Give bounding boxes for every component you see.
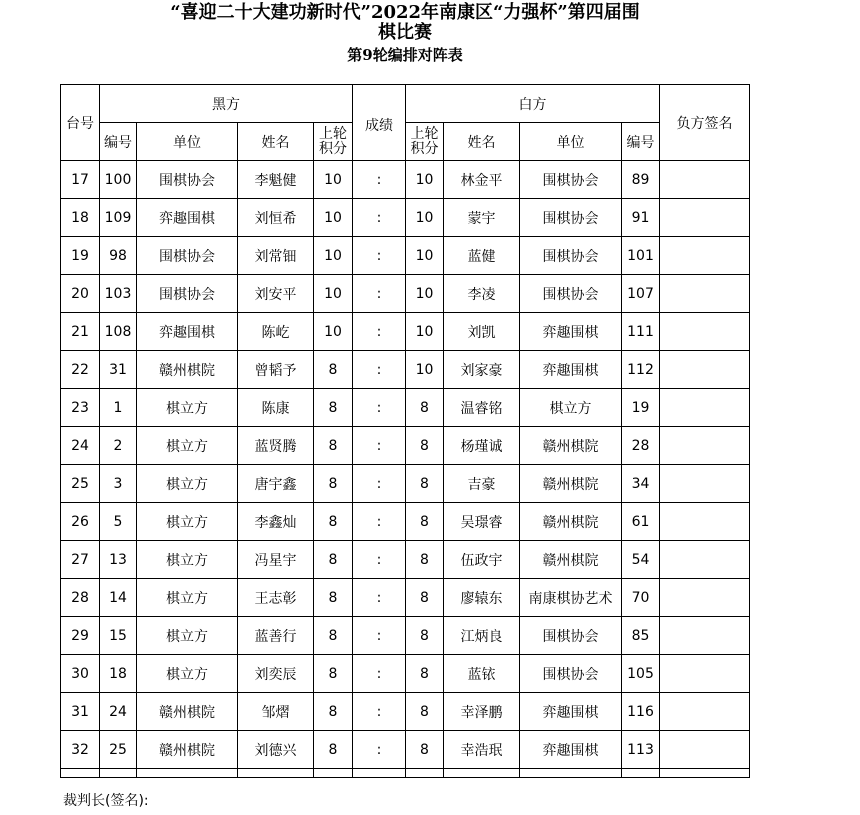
- white-id-cell: 70: [622, 579, 660, 617]
- result-cell[interactable]: :: [353, 389, 406, 427]
- white-id-cell: 107: [622, 275, 660, 313]
- black-id-cell: 100: [100, 161, 137, 199]
- loser-sign-cell[interactable]: [660, 351, 750, 389]
- loser-sign-cell[interactable]: [660, 237, 750, 275]
- black-unit-cell: 棋立方: [137, 503, 238, 541]
- black-id-cell: 1: [100, 389, 137, 427]
- white-prev-score-cell: 8: [406, 579, 444, 617]
- white-name-cell: 廖辕东: [444, 579, 520, 617]
- table-no-cell: 27: [61, 541, 100, 579]
- table-row: [61, 161, 750, 199]
- header-row-2: [61, 123, 750, 161]
- table-row: [61, 313, 750, 351]
- header-white-unit: 单位: [520, 123, 622, 161]
- white-prev-score-cell: 10: [406, 161, 444, 199]
- loser-sign-cell[interactable]: [660, 541, 750, 579]
- black-unit-cell: 棋立方: [137, 541, 238, 579]
- white-unit-cell: 赣州棋院: [520, 427, 622, 465]
- table-row: [61, 579, 750, 617]
- pairing-table: [60, 84, 750, 778]
- black-name-cell: 刘常钿: [238, 237, 314, 275]
- loser-sign-cell[interactable]: [660, 693, 750, 731]
- white-unit-cell: 赣州棋院: [520, 465, 622, 503]
- header-table-no: 台号: [61, 85, 100, 161]
- black-id-cell: 109: [100, 199, 137, 237]
- page-subtitle: 第9轮编排对阵表: [347, 46, 463, 64]
- table-row: [61, 693, 750, 731]
- empty-cell: [238, 769, 314, 778]
- result-cell[interactable]: :: [353, 541, 406, 579]
- header-white-id: 编号: [622, 123, 660, 161]
- loser-sign-cell[interactable]: [660, 655, 750, 693]
- empty-cell: [406, 769, 444, 778]
- table-row: [61, 275, 750, 313]
- loser-sign-cell[interactable]: [660, 161, 750, 199]
- black-id-cell: 18: [100, 655, 137, 693]
- black-id-cell: 13: [100, 541, 137, 579]
- table-no-cell: 32: [61, 731, 100, 769]
- loser-sign-cell[interactable]: [660, 199, 750, 237]
- white-unit-cell: 围棋协会: [520, 199, 622, 237]
- table-row: [61, 199, 750, 237]
- table-no-cell: 24: [61, 427, 100, 465]
- loser-sign-cell[interactable]: [660, 275, 750, 313]
- white-name-cell: 江炳良: [444, 617, 520, 655]
- black-prev-score-cell: 8: [314, 465, 353, 503]
- result-cell[interactable]: :: [353, 579, 406, 617]
- white-prev-score-cell: 10: [406, 199, 444, 237]
- black-id-cell: 103: [100, 275, 137, 313]
- black-prev-score-cell: 10: [314, 161, 353, 199]
- black-prev-score-cell: 10: [314, 275, 353, 313]
- white-name-cell: 刘凯: [444, 313, 520, 351]
- black-name-cell: 冯星宇: [238, 541, 314, 579]
- black-prev-score-cell: 8: [314, 579, 353, 617]
- white-prev-score-cell: 8: [406, 617, 444, 655]
- header-black-id: 编号: [100, 123, 137, 161]
- white-id-cell: 116: [622, 693, 660, 731]
- header-black-prev-score: 上轮积分: [314, 123, 353, 161]
- empty-cell: [137, 769, 238, 778]
- table-no-cell: 17: [61, 161, 100, 199]
- black-id-cell: 14: [100, 579, 137, 617]
- black-name-cell: 刘恒希: [238, 199, 314, 237]
- white-unit-cell: 弈趣围棋: [520, 693, 622, 731]
- black-name-cell: 陈屹: [238, 313, 314, 351]
- header-black-unit: 单位: [137, 123, 238, 161]
- white-id-cell: 61: [622, 503, 660, 541]
- result-cell[interactable]: :: [353, 313, 406, 351]
- table-row: [61, 617, 750, 655]
- white-name-cell: 蓝健: [444, 237, 520, 275]
- table-no-cell: 21: [61, 313, 100, 351]
- black-unit-cell: 赣州棋院: [137, 351, 238, 389]
- white-unit-cell: 南康棋协艺术: [520, 579, 622, 617]
- black-name-cell: 陈康: [238, 389, 314, 427]
- white-name-cell: 伍政宇: [444, 541, 520, 579]
- black-unit-cell: 弈趣围棋: [137, 313, 238, 351]
- white-prev-score-cell: 8: [406, 389, 444, 427]
- white-unit-cell: 围棋协会: [520, 237, 622, 275]
- white-name-cell: 林金平: [444, 161, 520, 199]
- black-prev-score-cell: 10: [314, 199, 353, 237]
- black-prev-score-cell: 8: [314, 693, 353, 731]
- result-cell[interactable]: :: [353, 427, 406, 465]
- loser-sign-cell[interactable]: [660, 427, 750, 465]
- table-row: [61, 655, 750, 693]
- white-id-cell: 34: [622, 465, 660, 503]
- table-no-cell: 22: [61, 351, 100, 389]
- white-unit-cell: 棋立方: [520, 389, 622, 427]
- white-name-cell: 蒙宇: [444, 199, 520, 237]
- white-unit-cell: 围棋协会: [520, 275, 622, 313]
- white-prev-score-cell: 8: [406, 541, 444, 579]
- header-row-1: [61, 85, 750, 123]
- black-unit-cell: 围棋协会: [137, 161, 238, 199]
- black-prev-score-cell: 8: [314, 351, 353, 389]
- white-unit-cell: 赣州棋院: [520, 503, 622, 541]
- white-id-cell: 91: [622, 199, 660, 237]
- black-unit-cell: 围棋协会: [137, 275, 238, 313]
- black-unit-cell: 围棋协会: [137, 237, 238, 275]
- result-cell[interactable]: :: [353, 237, 406, 275]
- result-cell[interactable]: :: [353, 275, 406, 313]
- black-unit-cell: 棋立方: [137, 617, 238, 655]
- white-unit-cell: 赣州棋院: [520, 541, 622, 579]
- loser-sign-cell[interactable]: [660, 731, 750, 769]
- table-no-cell: 29: [61, 617, 100, 655]
- table-no-cell: 26: [61, 503, 100, 541]
- black-prev-score-cell: 8: [314, 617, 353, 655]
- white-unit-cell: 围棋协会: [520, 655, 622, 693]
- black-name-cell: 邹熠: [238, 693, 314, 731]
- loser-sign-cell[interactable]: [660, 465, 750, 503]
- table-row: [61, 427, 750, 465]
- white-prev-score-cell: 8: [406, 693, 444, 731]
- white-name-cell: 李凌: [444, 275, 520, 313]
- empty-cell: [61, 769, 100, 778]
- empty-cell: [444, 769, 520, 778]
- result-cell[interactable]: :: [353, 617, 406, 655]
- loser-sign-cell[interactable]: [660, 579, 750, 617]
- white-name-cell: 温睿铭: [444, 389, 520, 427]
- table-no-cell: 20: [61, 275, 100, 313]
- white-name-cell: 刘家豪: [444, 351, 520, 389]
- white-id-cell: 19: [622, 389, 660, 427]
- header-result: 成绩: [353, 85, 406, 161]
- black-name-cell: 曾韬予: [238, 351, 314, 389]
- black-id-cell: 15: [100, 617, 137, 655]
- white-name-cell: 杨瑾诚: [444, 427, 520, 465]
- white-name-cell: 蓝铱: [444, 655, 520, 693]
- black-name-cell: 李魁健: [238, 161, 314, 199]
- table-row: [61, 389, 750, 427]
- black-id-cell: 5: [100, 503, 137, 541]
- result-cell[interactable]: :: [353, 655, 406, 693]
- result-cell[interactable]: :: [353, 465, 406, 503]
- white-id-cell: 101: [622, 237, 660, 275]
- black-prev-score-cell: 8: [314, 503, 353, 541]
- black-unit-cell: 赣州棋院: [137, 693, 238, 731]
- table-row: [61, 237, 750, 275]
- chief-referee-signature-label: 裁判长(签名):: [63, 793, 149, 809]
- white-unit-cell: 弈趣围棋: [520, 351, 622, 389]
- black-unit-cell: 棋立方: [137, 579, 238, 617]
- loser-sign-cell[interactable]: [660, 617, 750, 655]
- table-no-cell: 30: [61, 655, 100, 693]
- black-name-cell: 刘安平: [238, 275, 314, 313]
- loser-sign-cell[interactable]: [660, 389, 750, 427]
- white-id-cell: 105: [622, 655, 660, 693]
- black-unit-cell: 赣州棋院: [137, 731, 238, 769]
- table-no-cell: 28: [61, 579, 100, 617]
- header-black: 黑方: [100, 85, 353, 123]
- white-unit-cell: 围棋协会: [520, 617, 622, 655]
- black-unit-cell: 棋立方: [137, 655, 238, 693]
- empty-cell: [622, 769, 660, 778]
- page-title: “喜迎二十大建功新时代”2022年南康区“力强杯”第四届围: [170, 2, 640, 23]
- white-name-cell: 吴璟睿: [444, 503, 520, 541]
- result-cell[interactable]: :: [353, 351, 406, 389]
- black-prev-score-cell: 8: [314, 427, 353, 465]
- white-id-cell: 28: [622, 427, 660, 465]
- table-row: [61, 541, 750, 579]
- black-prev-score-cell: 8: [314, 389, 353, 427]
- table-no-cell: 31: [61, 693, 100, 731]
- black-name-cell: 蓝善行: [238, 617, 314, 655]
- table-row: [61, 731, 750, 769]
- black-prev-score-cell: 10: [314, 313, 353, 351]
- table-no-cell: 18: [61, 199, 100, 237]
- white-id-cell: 113: [622, 731, 660, 769]
- white-id-cell: 85: [622, 617, 660, 655]
- black-id-cell: 3: [100, 465, 137, 503]
- white-prev-score-cell: 8: [406, 655, 444, 693]
- black-name-cell: 王志彰: [238, 579, 314, 617]
- white-prev-score-cell: 10: [406, 351, 444, 389]
- black-name-cell: 刘奕辰: [238, 655, 314, 693]
- header-white: 白方: [406, 85, 660, 123]
- white-name-cell: 幸泽鹏: [444, 693, 520, 731]
- black-prev-score-cell: 10: [314, 237, 353, 275]
- black-id-cell: 108: [100, 313, 137, 351]
- black-unit-cell: 棋立方: [137, 427, 238, 465]
- table-row: [61, 503, 750, 541]
- white-unit-cell: 弈趣围棋: [520, 731, 622, 769]
- empty-cell: [314, 769, 353, 778]
- header-black-name: 姓名: [238, 123, 314, 161]
- black-name-cell: 刘德兴: [238, 731, 314, 769]
- white-id-cell: 112: [622, 351, 660, 389]
- white-id-cell: 89: [622, 161, 660, 199]
- black-unit-cell: 弈趣围棋: [137, 199, 238, 237]
- header-loser-sign: 负方签名: [660, 85, 750, 161]
- black-id-cell: 31: [100, 351, 137, 389]
- white-prev-score-cell: 10: [406, 275, 444, 313]
- white-prev-score-cell: 8: [406, 503, 444, 541]
- white-name-cell: 幸浩珉: [444, 731, 520, 769]
- table-no-cell: 25: [61, 465, 100, 503]
- table-row: [61, 465, 750, 503]
- black-name-cell: 唐宇鑫: [238, 465, 314, 503]
- white-prev-score-cell: 8: [406, 731, 444, 769]
- table-tail-row: [61, 769, 750, 778]
- black-unit-cell: 棋立方: [137, 465, 238, 503]
- loser-sign-cell[interactable]: [660, 313, 750, 351]
- page-title-continued: 棋比赛: [378, 22, 432, 43]
- white-prev-score-cell: 10: [406, 237, 444, 275]
- table-no-cell: 19: [61, 237, 100, 275]
- empty-cell: [353, 769, 406, 778]
- white-unit-cell: 弈趣围棋: [520, 313, 622, 351]
- result-cell[interactable]: :: [353, 731, 406, 769]
- black-prev-score-cell: 8: [314, 731, 353, 769]
- white-id-cell: 111: [622, 313, 660, 351]
- black-name-cell: 蓝贤腾: [238, 427, 314, 465]
- table-no-cell: 23: [61, 389, 100, 427]
- white-name-cell: 吉豪: [444, 465, 520, 503]
- white-prev-score-cell: 8: [406, 427, 444, 465]
- result-cell[interactable]: :: [353, 161, 406, 199]
- black-id-cell: 98: [100, 237, 137, 275]
- white-prev-score-cell: 8: [406, 465, 444, 503]
- result-cell[interactable]: :: [353, 199, 406, 237]
- white-id-cell: 54: [622, 541, 660, 579]
- white-unit-cell: 围棋协会: [520, 161, 622, 199]
- white-prev-score-cell: 10: [406, 313, 444, 351]
- result-cell[interactable]: :: [353, 503, 406, 541]
- empty-cell: [100, 769, 137, 778]
- black-name-cell: 李鑫灿: [238, 503, 314, 541]
- header-white-name: 姓名: [444, 123, 520, 161]
- table-row: [61, 351, 750, 389]
- black-unit-cell: 棋立方: [137, 389, 238, 427]
- result-cell[interactable]: :: [353, 693, 406, 731]
- empty-cell: [520, 769, 622, 778]
- black-prev-score-cell: 8: [314, 655, 353, 693]
- header-white-prev-score: 上轮积分: [406, 123, 444, 161]
- black-id-cell: 25: [100, 731, 137, 769]
- black-id-cell: 2: [100, 427, 137, 465]
- empty-cell: [660, 769, 750, 778]
- loser-sign-cell[interactable]: [660, 503, 750, 541]
- black-prev-score-cell: 8: [314, 541, 353, 579]
- black-id-cell: 24: [100, 693, 137, 731]
